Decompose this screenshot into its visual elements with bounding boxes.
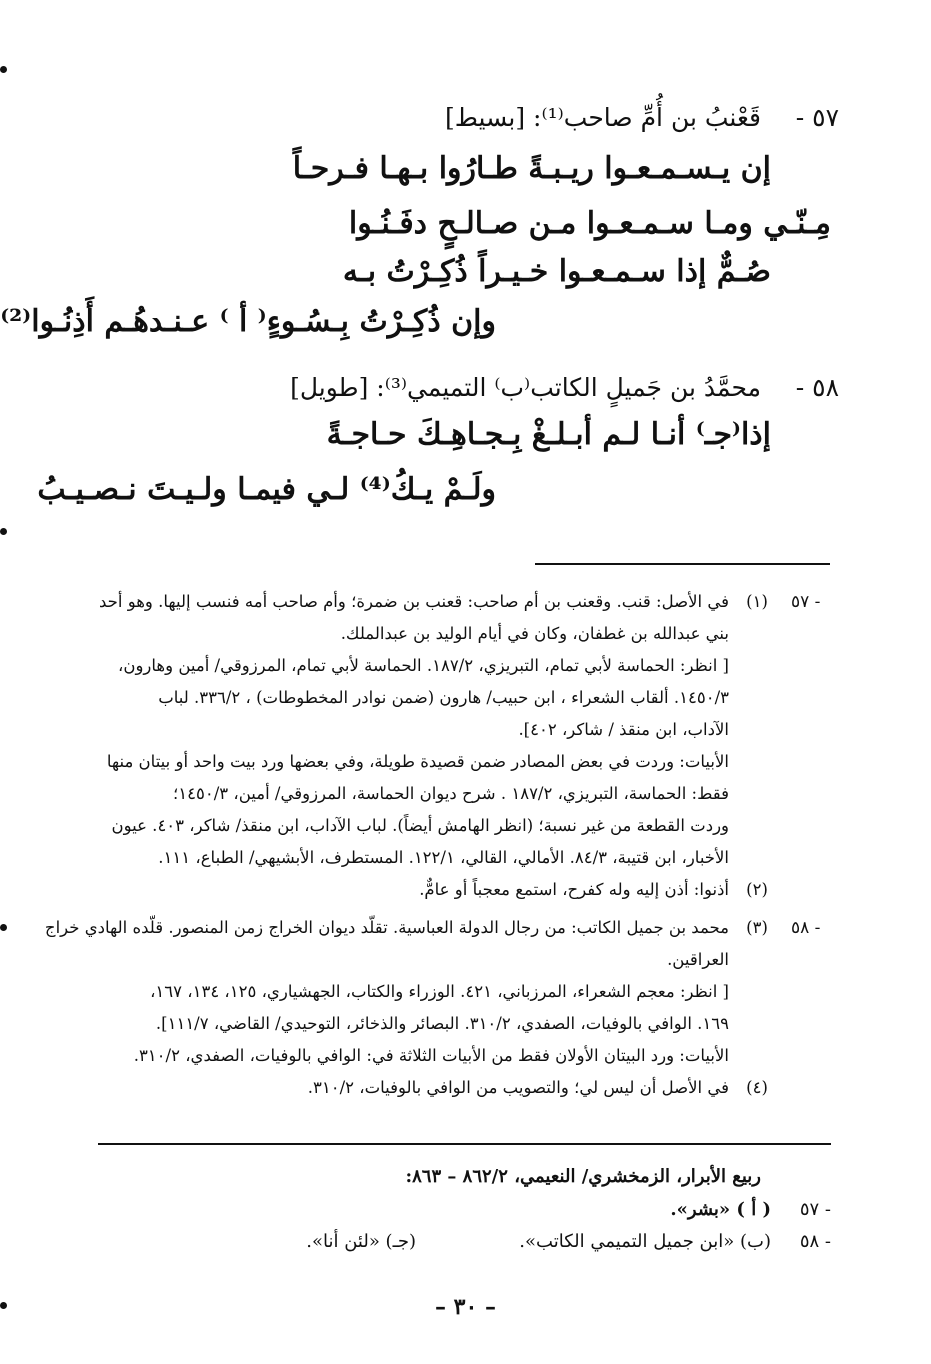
verse: مِـنّـي ومـا سـمـعـوا مـن صـالـحٍ دفَـنُـوا <box>348 206 831 241</box>
footnote-line <box>91 1010 831 1038</box>
page-edge-mark <box>0 924 7 931</box>
footnote-text: في الأصل: قنب. وقعنب بن أم صاحب: قعنب بن ضمرة؛ وأم صاحب أمه فنسب إليها. وهو أحد <box>99 592 729 611</box>
footnote-line <box>44 914 831 942</box>
entry-number: ٥٨ - <box>795 373 839 402</box>
variant-b: (ب) «ابن جميل التميمي الكاتب». <box>519 1231 771 1252</box>
variants-source: ربيع الأبرار، الزمخشري/ النعيمي، ٨٦٢/٢ – ٨٦٣: <box>405 1166 761 1187</box>
footnote-text: الآداب، ابن منقذ / شاكر، ٤٠٢]. <box>518 720 729 739</box>
footnote-line <box>91 780 831 808</box>
footnote-line <box>91 716 831 744</box>
entry-57-heading <box>79 98 839 138</box>
footnote-text: في الأصل أن ليس لي؛ والتصويب من الوافي بالوفيات، ٣١٠/٢. <box>307 1078 729 1097</box>
variant-row-label: ٥٧ - <box>799 1199 831 1220</box>
page-number: – ٣٠ – <box>435 1294 496 1320</box>
variant-row-label: ٥٨ - <box>799 1231 831 1252</box>
footnote-text: الأبيات: ورد البيتان الأولان فقط من الأبيات الثلاثة في: الوافي بالوفيات، الصفدي، ٣١٠/٢. <box>133 1046 729 1065</box>
footnote-text: وردت القطعة من غير نسبة؛ (انظر الهامش أيضاً). لباب الآداب، ابن منقذ/ شاكر، ٤٠٣. عيون <box>111 816 729 835</box>
footnote-separator <box>535 563 830 565</box>
footnote-group-label: ٥٨ - <box>791 918 821 938</box>
poet-name: قَعْنبُ بن أُمِّ صاحب⁽¹⁾: [بسيط] <box>445 103 761 132</box>
footnote-number: (٤) <box>746 1078 768 1097</box>
footnote-line <box>91 812 831 840</box>
footnote-line <box>91 748 831 776</box>
footnote-number: (٣) <box>746 918 768 937</box>
page-edge-mark <box>0 66 7 73</box>
footnote-text: بني عبدالله بن غطفان، وكان في أيام الوليد بن عبدالملك. <box>340 624 729 643</box>
verse: صُـمٌّ إذا سـمـعـوا خـيـراً ذُكِـرْتُ بـه <box>342 254 771 289</box>
verse: إذا⁽جـ⁾ أنـا لـم أبـلـغْ بِـجـاهِـكَ حـاجـةً <box>326 417 771 452</box>
footnote-text: الأبيات: وردت في بعض المصادر ضمن قصيدة طويلة، وفي بعضها ورد بيت واحد أو بيتان منها <box>106 752 729 771</box>
footnote-line <box>91 844 831 872</box>
footnote-line <box>91 1042 831 1070</box>
footnote-group-label: ٥٧ - <box>791 592 821 612</box>
footnote-text: فقط: الحماسة، التبريزي، ١٨٧/٢ . شرح ديوان الحماسة، المرزوقي/ أمين، ١٤٥٠/٣؛ <box>173 784 729 803</box>
footnote-line <box>91 1074 831 1102</box>
footnote-line <box>91 652 831 680</box>
page-edge-mark <box>0 528 7 535</box>
footnote-line <box>91 588 831 616</box>
footnote-line <box>91 978 831 1006</box>
footnote-text: الأخبار، ابن قتيبة، ٨٤/٣. الأمالي، القالي، ١٢٢/١. المستطرف، الأبشيهي/ الطباع، ١١١. <box>158 848 729 867</box>
footnote-line <box>91 684 831 712</box>
variant-c: (جـ) «لئن أنا». <box>306 1231 416 1252</box>
variant-a: ( أ ) «بشر». <box>670 1199 771 1220</box>
footnote-text: أذنوا: أذن إليه وله كفرح، استمع معجباً أو عامٌّ. <box>419 880 729 899</box>
footnote-line <box>91 620 831 648</box>
footnote-text: العراقين. <box>667 950 729 969</box>
poet-name: محمَّدُ بن جَميلٍ الكاتب⁽ب⁾ التميمي⁽³⁾: [طويل] <box>290 373 761 402</box>
verse: إن يـسـمـعـوا ريـبـةً طـارُوا بـهـا فـرحـاً <box>292 151 771 186</box>
footnote-line <box>91 946 831 974</box>
footnote-line <box>91 876 831 904</box>
footnote-text: ١٦٩. الوافي بالوفيات، الصفدي، ٣١٠/٢. البصائر والذخائر، التوحيدي/ القاضي، ١١١/٧]. <box>155 1014 729 1033</box>
footnote-text: [ انظر: معجم الشعراء، المرزباني، ٤٢١. الوزراء والكتاب، الجهشياري، ١٢٥، ١٣٤، ١٦٧، <box>150 982 729 1001</box>
footnote-text: ١٤٥٠/٣. ألقاب الشعراء ، ابن حبيب/ هارون (ضمن نوادر المخطوطات) ، ٣٣٦/٢. لباب <box>158 688 729 707</box>
verse: ولَـمْ يـكُ⁽⁴⁾ لـي فيمـا ولـيـتَ نـصـيـبُ <box>37 472 496 507</box>
verse: وإن ذُكِـرْتُ بِـسُـوءٍ⁽ أ ⁾ عـنـدهُـم أَذِنُـوا⁽²⁾ <box>0 304 496 339</box>
footnote-number: (١) <box>746 592 768 611</box>
entry-58-heading <box>79 368 839 408</box>
footnote-text: محمد بن جميل الكاتب: من رجال الدولة العباسية. تقلّد ديوان الخراج زمن المنصور. قلّده الهادي خراج <box>44 918 729 937</box>
footnote-number: (٢) <box>746 880 768 899</box>
entry-number: ٥٧ - <box>795 103 839 132</box>
footnote-text: [ انظر: الحماسة لأبي تمام، التبريزي، ١٨٧/٢. الحماسة لأبي تمام، المرزوقي/ أمين وهارون، <box>118 656 729 675</box>
variants-separator <box>98 1143 831 1145</box>
